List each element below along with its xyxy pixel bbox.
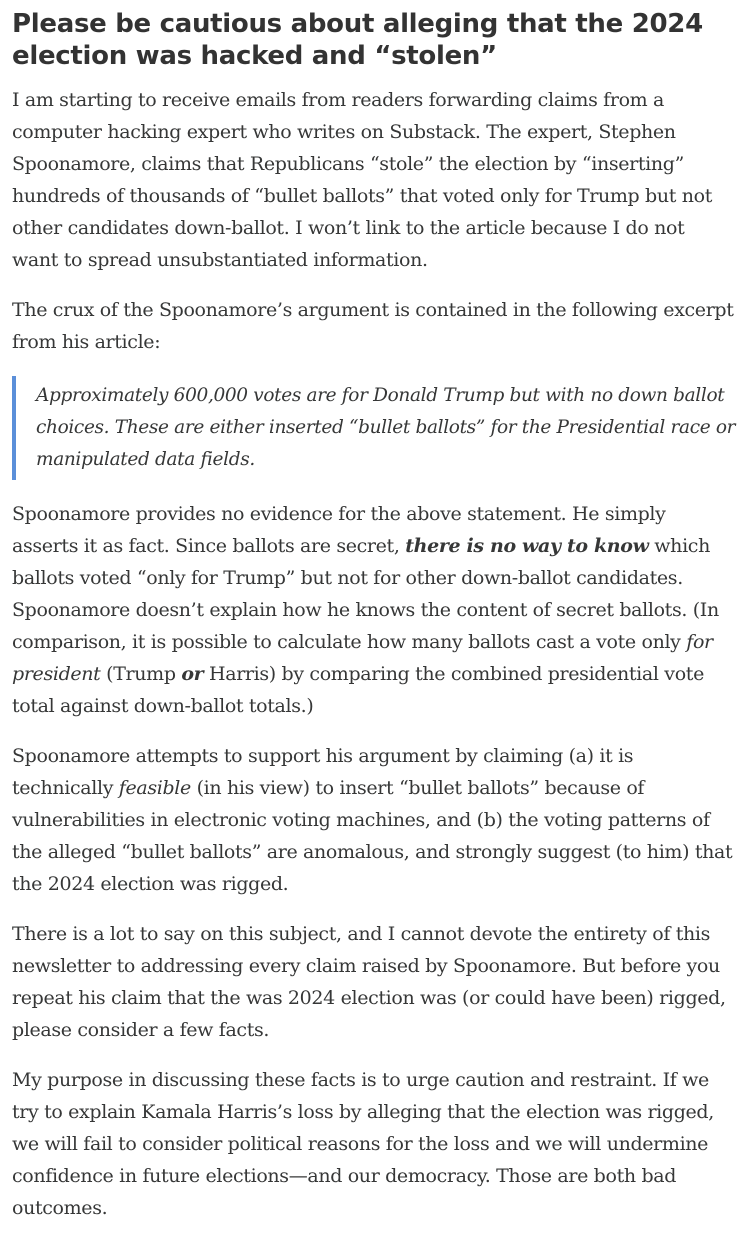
- text-run: which ballots voted “only for Trump” but not for other down-ballot candidates. Spoonamore doesn’t explain how he knows the content of secret ballots. (In comparison, it is possible to calculate how many ballots cast a vote only: [12, 535, 719, 653]
- text-run: Spoonamore attempts to support his argument by claiming (a) it is technically: [12, 745, 634, 799]
- paragraph-argument: [12, 740, 736, 900]
- text-run: Harris) by comparing the combined presidential vote total against down-ballot totals.): [12, 663, 704, 717]
- text-run: Spoonamore provides no evidence for the above statement. He simply asserts it as fact. Since ballots are secret,: [12, 503, 666, 557]
- emphasis-feasible: feasible: [118, 777, 191, 799]
- text-run: (Trump: [100, 663, 182, 685]
- excerpt-blockquote: Approximately 600,000 votes are for Donald Trump but with no down ballot choices. These are either inserted “bullet ballots” for the Presidential race or manipulated data fields.: [12, 376, 736, 480]
- paragraph-facts: There is a lot to say on this subject, and I cannot devote the entirety of this newsletter to addressing every claim raised by Spoonamore. But before you repeat his claim that the was 2024 election was (or could have been) rigged, please consider a few facts.: [12, 923, 726, 1041]
- emphasis-for-president: for president: [12, 631, 713, 685]
- paragraph-no-evidence: [12, 498, 736, 722]
- article-title: Please be cautious about alleging that the 2024 election was hacked and “stolen”: [12, 9, 703, 71]
- emphasis-no-way-to-know: there is no way to know: [405, 535, 649, 557]
- paragraph-purpose: My purpose in discussing these facts is to urge caution and restraint. If we try to explain Kamala Harris’s loss by alleging that the election was rigged, we will fail to consider political reasons for the loss and we will undermine confidence in future elections—and our democracy. Those are both bad outcomes.: [12, 1069, 714, 1219]
- emphasis-or: or: [181, 663, 204, 685]
- paragraph-intro: I am starting to receive emails from readers forwarding claims from a computer hacking expert who writes on Substack. The expert, Stephen Spoonamore, claims that Republicans “stole” the election by “inserting” hundreds of thousands of “bullet ballots” that voted only for Trump but not other candidates down-ballot. I won’t link to the article because I do not want to spread unsubstantiated information.: [12, 89, 712, 271]
- paragraph-crux: The crux of the Spoonamore’s argument is contained in the following excerpt from his article:: [12, 299, 734, 353]
- text-run: (in his view) to insert “bullet ballots” because of vulnerabilities in electronic voting machines, and (b) the voting patterns of the alleged “bullet ballots” are anomalous, and strongly suggest (to him) that the 2024 election was rigged.: [12, 777, 733, 895]
